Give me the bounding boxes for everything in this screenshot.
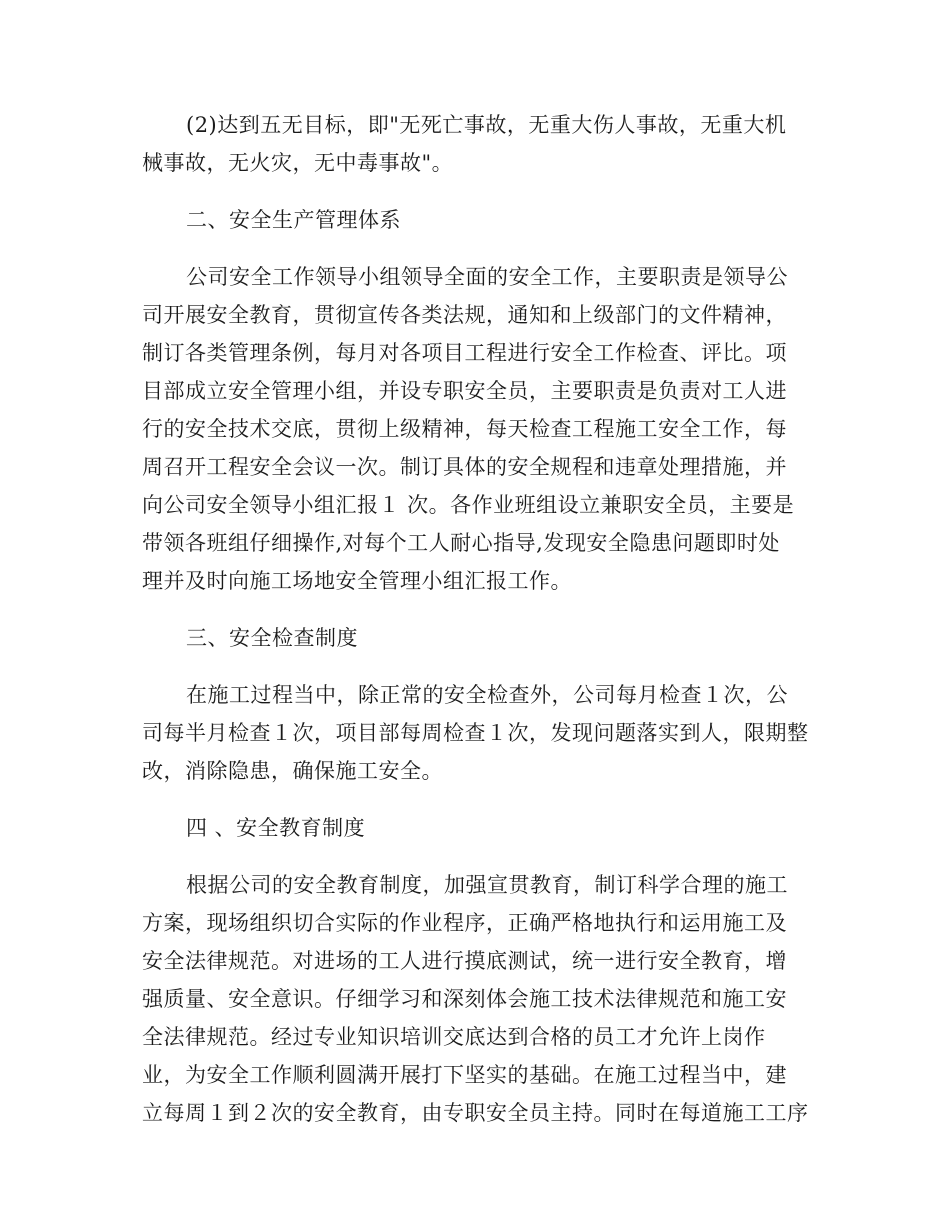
paragraph-line: 周召开工程安全会议一次。制订具体的安全规程和违章处理措施，并 (142, 455, 787, 479)
paragraph-line: 在施工过程当中，除正常的安全检查外，公司每月检查１次，公 (186, 683, 788, 707)
paragraph-line: 根据公司的安全教育制度，加强宣贯教育，制订科学合理的施工 (186, 873, 788, 897)
paragraph-line: 方案，现场组织切合实际的作业程序，正确严格地执行和运用施工及 (142, 911, 787, 935)
paragraph-line: 业，为安全工作顺利圆满开展打下坚实的基础。在施工过程当中，建 (142, 1063, 787, 1087)
paragraph-line: 安全法律规范。对进场的工人进行摸底测试，统一进行安全教育，增 (142, 949, 787, 973)
section-heading: 三、安全检查制度 (186, 626, 358, 650)
section-heading: 二、安全生产管理体系 (186, 208, 401, 232)
paragraph-line: 向公司安全领导小组汇报１ 次。各作业班组设立兼职安全员，主要是 (142, 493, 795, 517)
paragraph-line: 公司安全工作领导小组领导全面的安全工作，主要职责是领导公 (186, 265, 788, 289)
paragraph-line: 带领各班组仔细操作,对每个工人耐心指导,发现安全隐患问题即时处 (142, 531, 780, 555)
paragraph-line: 目部成立安全管理小组，并设专职安全员，主要职责是负责对工人进 (142, 379, 787, 403)
document-page (142, 106, 812, 1132)
paragraph-line: 行的安全技术交底，贯彻上级精神，每天检查工程施工安全工作，每 (142, 417, 787, 441)
paragraph-line: 全法律规范。经过专业知识培训交底达到合格的员工才允许上岗作 (142, 1025, 766, 1049)
paragraph-line: 械事故，无火灾，无中毒事故"。 (142, 151, 454, 175)
paragraph-line: 立每周１到２次的安全教育，由专职安全员主持。同时在每道施工工序 (142, 1101, 809, 1125)
paragraph-line: (2)达到五无目标，即"无死亡事故，无重大伤人事故，无重大机 (186, 113, 787, 137)
paragraph-line: 强质量、安全意识。仔细学习和深刻体会施工技术法律规范和施工安 (142, 987, 787, 1011)
paragraph-line: 制订各类管理条例，每月对各项目工程进行安全工作检查、评比。项 (142, 341, 787, 365)
section-heading: 四 、安全教育制度 (186, 816, 366, 840)
paragraph-line: 改，消除隐患，确保施工安全。 (142, 759, 443, 783)
paragraph-line: 司开展安全教育，贯彻宣传各类法规，通知和上级部门的文件精神， (142, 303, 787, 327)
paragraph-line: 司每半月检查１次，项目部每周检查１次，发现问题落实到人，限期整 (142, 721, 809, 745)
paragraph-line: 理并及时向施工场地安全管理小组汇报工作。 (142, 569, 572, 593)
